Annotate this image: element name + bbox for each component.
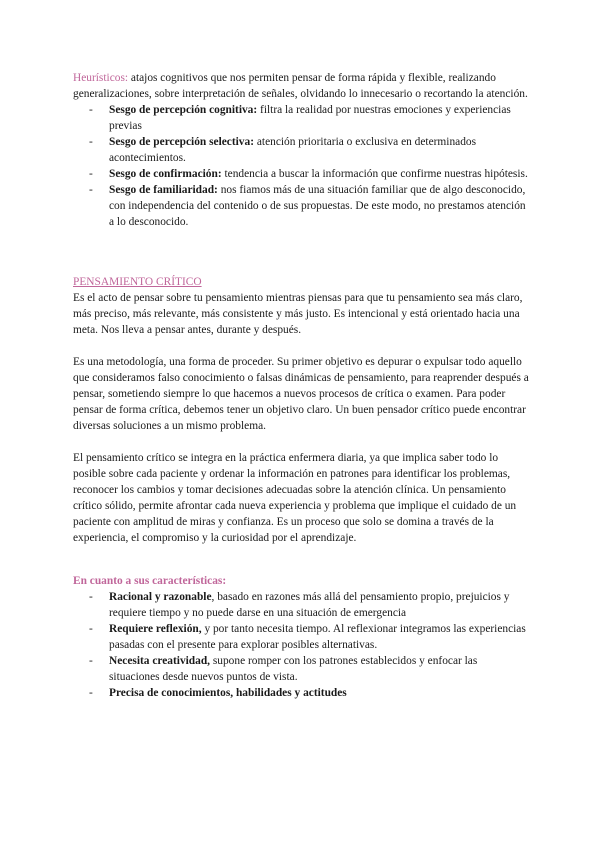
pensamiento-paragraph-1: Es el acto de pensar sobre tu pensamiento mientras piensas para que tu pensamiento sea más claro, más preciso, más relevante, más consistente y más justo. Es intencional y está orientado hacia una meta. Nos lleva a pensar antes, durante y después. <box>73 292 523 336</box>
list-item <box>109 166 530 182</box>
list-item-desc: supone romper con los patrones establecidos y enfocar las situaciones desde nuevos puntos de vista. <box>109 655 478 683</box>
sesgos-list <box>73 102 530 230</box>
spacer <box>73 230 530 274</box>
list-item <box>109 134 530 166</box>
list-item-term: Sesgo de familiaridad: <box>109 184 218 196</box>
list-item-desc: y por tanto necesita tiempo. Al reflexionar integramos las experiencias pasadas con el presente para explorar posibles alternativas. <box>109 623 526 651</box>
list-item-term: Requiere reflexión, <box>109 623 202 635</box>
list-item-desc: atención prioritaria o exclusiva en determinados acontecimientos. <box>109 136 477 164</box>
list-item <box>109 685 530 701</box>
spacer <box>73 434 530 450</box>
list-item <box>109 102 530 134</box>
list-item <box>109 653 530 685</box>
pensamiento-paragraph-3: El pensamiento crítico se integra en la práctica enfermera diaria, ya que implica saber todo lo posible sobre cada paciente y ordenar la información en patrones para identificar los problemas, reconocer los cambios y tomar decisiones adecuadas sobre la atención clínica. Un pensamiento crítico sólido, permite afrontar cada nueva experiencia y problema que implique el cuidado de un paciente con amplitud de miras y confianza. Es un proceso que solo se domina a través de la experiencia, el compromiso y la curiosidad por el aprendizaje. <box>73 452 517 544</box>
list-item-desc: nos fiamos más de una situación familiar que de algo desconocido, con independencia del contenido o de sus propuestas. De este modo, no prestamos atención a lo desconocido. <box>109 184 526 228</box>
section-title-pensamiento: PENSAMIENTO CRÍTICO <box>73 276 202 288</box>
list-item-term: Sesgo de confirmación: <box>109 168 222 180</box>
list-item <box>109 589 530 621</box>
list-item <box>109 182 530 230</box>
list-item-desc: tendencia a buscar la información que confirme nuestras hipótesis. <box>221 168 528 180</box>
list-item-desc: , basado en razones más allá del pensamiento propio, prejuicios y requiere tiempo y no puede darse en una situación de emergencia <box>109 591 510 619</box>
heuristicos-text: atajos cognitivos que nos permiten pensar de forma rápida y flexible, realizando generalizaciones, sobre interpretación de señales, olvidando lo innecesario o recortando la atención. <box>73 72 528 100</box>
list-item-term: Sesgo de percepción selectiva: <box>109 136 254 148</box>
list-item-term: Racional y razonable <box>109 591 212 603</box>
section-title-caracteristicas: En cuanto a sus características: <box>73 575 227 587</box>
heuristicos-label: Heurísticos: <box>73 72 129 84</box>
spacer <box>73 338 530 354</box>
spacer <box>73 546 530 573</box>
list-item-term: Sesgo de percepción cognitiva: <box>109 104 258 116</box>
heuristicos-paragraph <box>73 70 530 102</box>
list-item-desc: filtra la realidad por nuestras emociones y experiencias previas <box>109 104 511 132</box>
list-item <box>109 621 530 653</box>
list-item-term: Necesita creatividad, <box>109 655 211 667</box>
list-item-term: Precisa de conocimientos, habilidades y actitudes <box>109 687 347 699</box>
pensamiento-paragraph-2: Es una metodología, una forma de proceder. Su primer objetivo es depurar o expulsar todo aquello que consideramos falso conocimiento o falsas dinámicas de pensamiento, para reaprender después a pensar, sometiendo siempre lo que hacemos a nuevos procesos de crítica o examen. Para poder pensar de forma crítica, debemos tener un objetivo claro. Un buen pensador crítico puede encontrar diversas soluciones a un mismo problema. <box>73 356 529 432</box>
caracteristicas-list <box>73 589 530 701</box>
